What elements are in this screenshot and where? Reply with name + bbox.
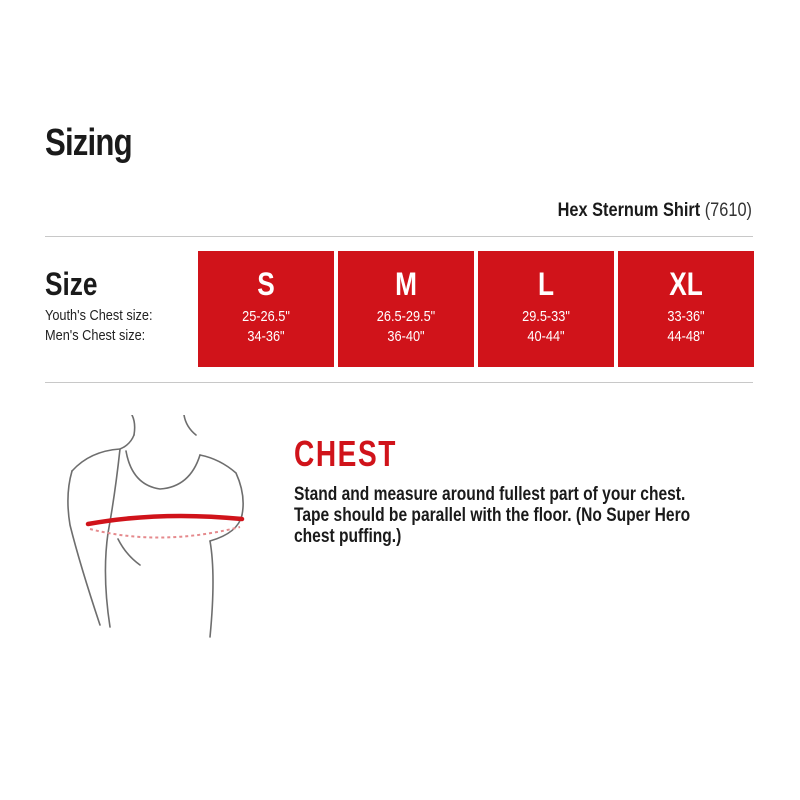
size-cell-xl xyxy=(618,251,754,367)
size-header-label: Size xyxy=(45,266,98,302)
size-cell-m xyxy=(338,251,474,367)
men-chest-value: 44-48" xyxy=(667,328,705,345)
chest-instructions: Stand and measure around fullest part of your chest. Tape should be parallel with the floor. (No Super Hero chest puffing.) xyxy=(294,484,691,547)
men-chest-value: 36-40" xyxy=(387,328,425,345)
size-cell-s xyxy=(198,251,334,367)
youth-chest-value: 25-26.5" xyxy=(242,308,290,325)
size-name: XL xyxy=(669,266,703,302)
product-code: (7610) xyxy=(704,200,752,221)
product-name: Hex Sternum Shirt xyxy=(557,200,701,221)
size-row-labels xyxy=(45,266,172,346)
men-chest-value: 40-44" xyxy=(527,328,565,345)
page-title: Sizing xyxy=(45,122,132,164)
product-title xyxy=(558,200,752,222)
youth-chest-value: 29.5-33" xyxy=(522,308,570,325)
torso-chest-measurement-icon xyxy=(60,415,260,645)
size-name: M xyxy=(395,266,417,302)
size-name: S xyxy=(257,266,275,302)
size-cell-l xyxy=(478,251,614,367)
chest-heading: CHEST xyxy=(294,433,397,474)
youth-chest-value: 33-36" xyxy=(667,308,705,325)
youth-chest-label: Youth's Chest size: xyxy=(45,307,153,324)
youth-chest-value: 26.5-29.5" xyxy=(376,308,436,325)
men-chest-value: 34-36" xyxy=(247,328,285,345)
size-table xyxy=(198,251,754,367)
men-chest-label: Men's Chest size: xyxy=(45,327,146,344)
bottom-divider xyxy=(45,382,753,383)
top-divider xyxy=(45,236,753,237)
size-name: L xyxy=(537,266,555,302)
